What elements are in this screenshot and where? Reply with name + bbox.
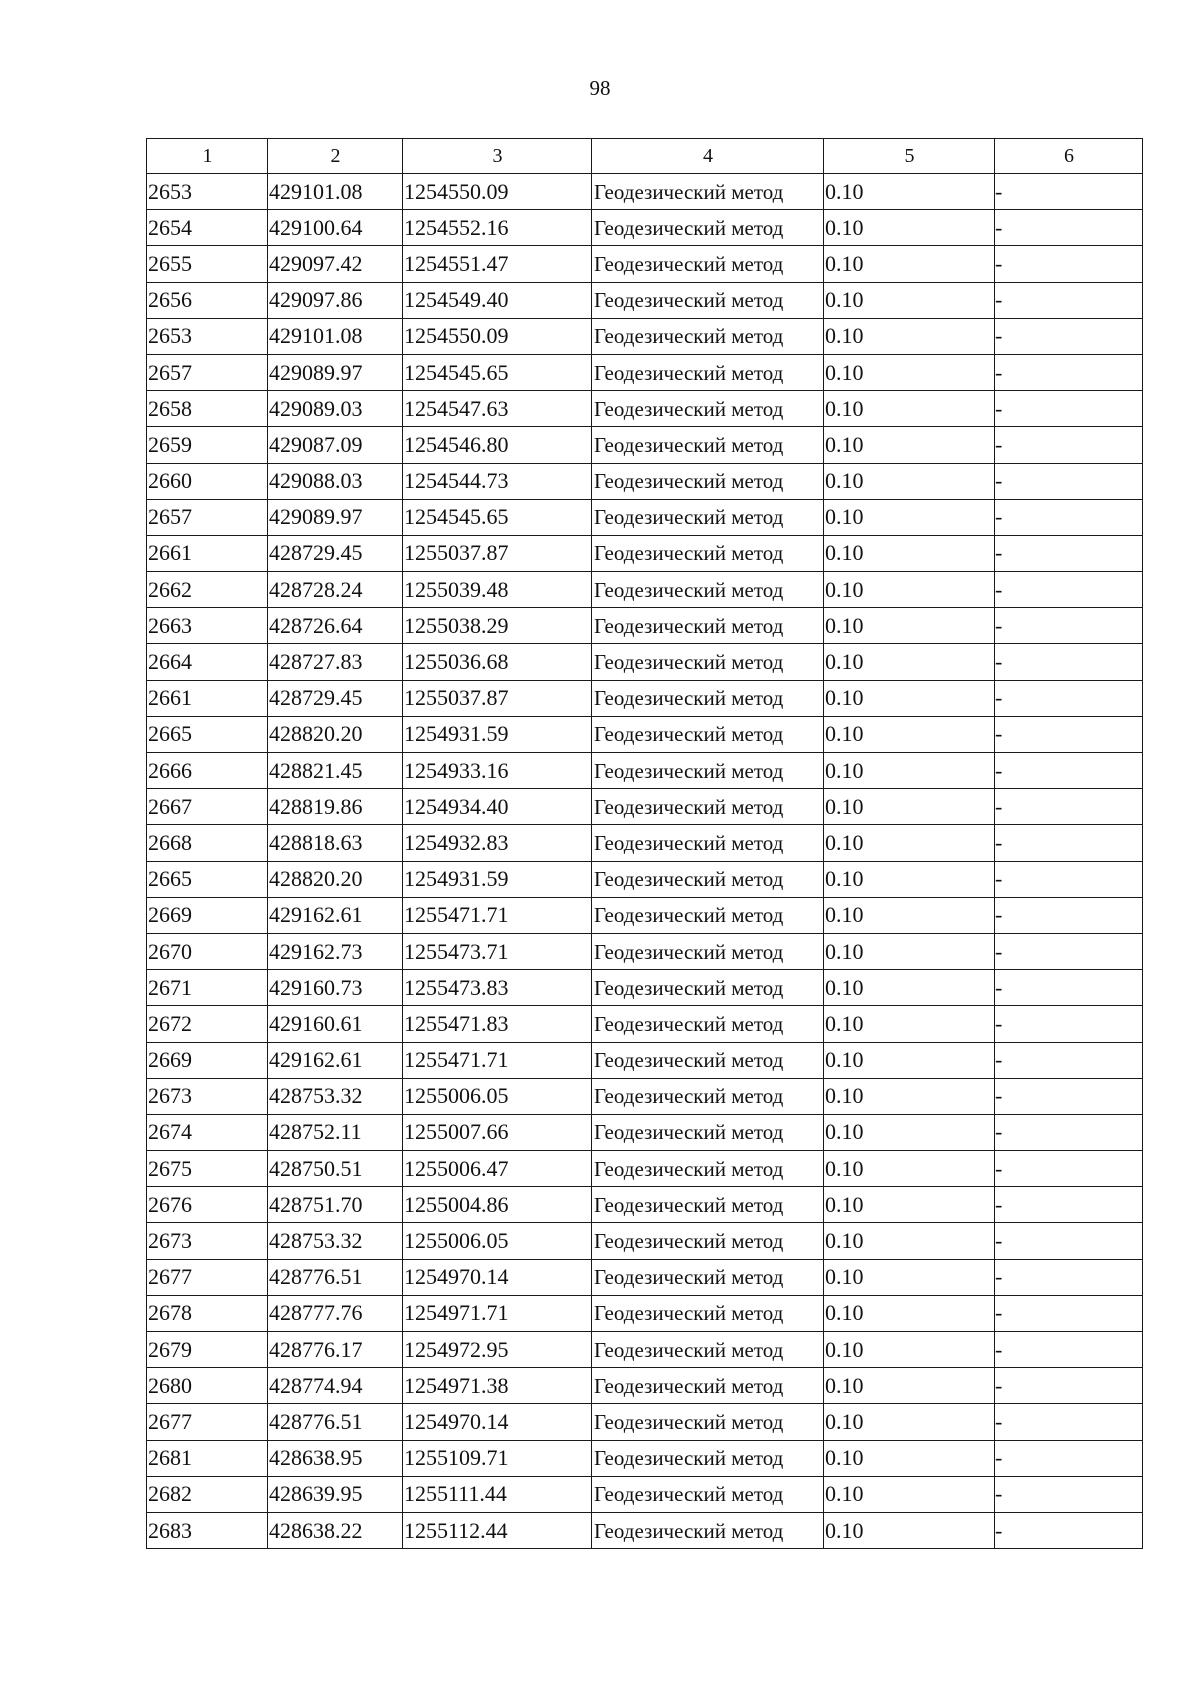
table-row bbox=[147, 933, 1143, 969]
column-header-5: 5 bbox=[824, 139, 995, 174]
accuracy-cell: 0.10 bbox=[824, 354, 995, 390]
point-number-cell: 2655 bbox=[147, 246, 268, 282]
method-cell: Геодезический метод bbox=[592, 897, 824, 933]
header-row bbox=[147, 139, 1143, 174]
x-coordinate-cell: 429162.61 bbox=[268, 897, 403, 933]
y-coordinate-cell: 1254971.71 bbox=[403, 1295, 592, 1331]
method-cell: Геодезический метод bbox=[592, 1512, 824, 1548]
table-body bbox=[147, 174, 1143, 1549]
y-coordinate-cell: 1255039.48 bbox=[403, 572, 592, 608]
accuracy-cell: 0.10 bbox=[824, 535, 995, 571]
note-cell: - bbox=[995, 1151, 1143, 1187]
x-coordinate-cell: 428638.95 bbox=[268, 1440, 403, 1476]
y-coordinate-cell: 1254933.16 bbox=[403, 753, 592, 789]
accuracy-cell: 0.10 bbox=[824, 1368, 995, 1404]
point-number-cell: 2654 bbox=[147, 210, 268, 246]
y-coordinate-cell: 1255038.29 bbox=[403, 608, 592, 644]
y-coordinate-cell: 1255111.44 bbox=[403, 1476, 592, 1512]
accuracy-cell: 0.10 bbox=[824, 210, 995, 246]
y-coordinate-cell: 1255473.71 bbox=[403, 933, 592, 969]
point-number-cell: 2672 bbox=[147, 1006, 268, 1042]
table-row bbox=[147, 499, 1143, 535]
point-number-cell: 2674 bbox=[147, 1114, 268, 1150]
method-cell: Геодезический метод bbox=[592, 354, 824, 390]
accuracy-cell: 0.10 bbox=[824, 174, 995, 210]
point-number-cell: 2664 bbox=[147, 644, 268, 680]
point-number-cell: 2653 bbox=[147, 318, 268, 354]
accuracy-cell: 0.10 bbox=[824, 1223, 995, 1259]
note-cell: - bbox=[995, 535, 1143, 571]
x-coordinate-cell: 428726.64 bbox=[268, 608, 403, 644]
point-number-cell: 2682 bbox=[147, 1476, 268, 1512]
accuracy-cell: 0.10 bbox=[824, 1151, 995, 1187]
accuracy-cell: 0.10 bbox=[824, 1440, 995, 1476]
point-number-cell: 2657 bbox=[147, 499, 268, 535]
table-row bbox=[147, 1332, 1143, 1368]
note-cell: - bbox=[995, 644, 1143, 680]
x-coordinate-cell: 429101.08 bbox=[268, 318, 403, 354]
method-cell: Геодезический метод bbox=[592, 174, 824, 210]
column-header-4: 4 bbox=[592, 139, 824, 174]
y-coordinate-cell: 1255037.87 bbox=[403, 535, 592, 571]
method-cell: Геодезический метод bbox=[592, 1295, 824, 1331]
accuracy-cell: 0.10 bbox=[824, 499, 995, 535]
point-number-cell: 2669 bbox=[147, 1042, 268, 1078]
method-cell: Геодезический метод bbox=[592, 1404, 824, 1440]
table-row bbox=[147, 210, 1143, 246]
x-coordinate-cell: 428821.45 bbox=[268, 753, 403, 789]
x-coordinate-cell: 429087.09 bbox=[268, 427, 403, 463]
x-coordinate-cell: 428820.20 bbox=[268, 716, 403, 752]
table-row bbox=[147, 825, 1143, 861]
point-number-cell: 2665 bbox=[147, 861, 268, 897]
point-number-cell: 2661 bbox=[147, 535, 268, 571]
x-coordinate-cell: 429100.64 bbox=[268, 210, 403, 246]
x-coordinate-cell: 428820.20 bbox=[268, 861, 403, 897]
accuracy-cell: 0.10 bbox=[824, 861, 995, 897]
accuracy-cell: 0.10 bbox=[824, 463, 995, 499]
y-coordinate-cell: 1255036.68 bbox=[403, 644, 592, 680]
y-coordinate-cell: 1254545.65 bbox=[403, 499, 592, 535]
y-coordinate-cell: 1254546.80 bbox=[403, 427, 592, 463]
y-coordinate-cell: 1254544.73 bbox=[403, 463, 592, 499]
y-coordinate-cell: 1255471.83 bbox=[403, 1006, 592, 1042]
note-cell: - bbox=[995, 753, 1143, 789]
method-cell: Геодезический метод bbox=[592, 535, 824, 571]
note-cell: - bbox=[995, 572, 1143, 608]
accuracy-cell: 0.10 bbox=[824, 970, 995, 1006]
note-cell: - bbox=[995, 1476, 1143, 1512]
point-number-cell: 2665 bbox=[147, 716, 268, 752]
accuracy-cell: 0.10 bbox=[824, 716, 995, 752]
note-cell: - bbox=[995, 1404, 1143, 1440]
point-number-cell: 2676 bbox=[147, 1187, 268, 1223]
point-number-cell: 2675 bbox=[147, 1151, 268, 1187]
accuracy-cell: 0.10 bbox=[824, 1078, 995, 1114]
note-cell: - bbox=[995, 1114, 1143, 1150]
method-cell: Геодезический метод bbox=[592, 210, 824, 246]
y-coordinate-cell: 1255007.66 bbox=[403, 1114, 592, 1150]
table-row bbox=[147, 174, 1143, 210]
y-coordinate-cell: 1254932.83 bbox=[403, 825, 592, 861]
x-coordinate-cell: 428818.63 bbox=[268, 825, 403, 861]
x-coordinate-cell: 429089.97 bbox=[268, 499, 403, 535]
method-cell: Геодезический метод bbox=[592, 1368, 824, 1404]
table-row bbox=[147, 1512, 1143, 1548]
table-row bbox=[147, 1476, 1143, 1512]
accuracy-cell: 0.10 bbox=[824, 1295, 995, 1331]
table-row bbox=[147, 1078, 1143, 1114]
method-cell: Геодезический метод bbox=[592, 282, 824, 318]
column-header-3: 3 bbox=[403, 139, 592, 174]
accuracy-cell: 0.10 bbox=[824, 1114, 995, 1150]
point-number-cell: 2670 bbox=[147, 933, 268, 969]
y-coordinate-cell: 1255471.71 bbox=[403, 897, 592, 933]
accuracy-cell: 0.10 bbox=[824, 1476, 995, 1512]
column-header-6: 6 bbox=[995, 139, 1143, 174]
table-row bbox=[147, 1295, 1143, 1331]
point-number-cell: 2669 bbox=[147, 897, 268, 933]
table-row bbox=[147, 391, 1143, 427]
y-coordinate-cell: 1255004.86 bbox=[403, 1187, 592, 1223]
accuracy-cell: 0.10 bbox=[824, 1512, 995, 1548]
point-number-cell: 2657 bbox=[147, 354, 268, 390]
method-cell: Геодезический метод bbox=[592, 1440, 824, 1476]
table-row bbox=[147, 1114, 1143, 1150]
point-number-cell: 2677 bbox=[147, 1259, 268, 1295]
x-coordinate-cell: 428638.22 bbox=[268, 1512, 403, 1548]
note-cell: - bbox=[995, 1295, 1143, 1331]
accuracy-cell: 0.10 bbox=[824, 1404, 995, 1440]
method-cell: Геодезический метод bbox=[592, 1151, 824, 1187]
accuracy-cell: 0.10 bbox=[824, 789, 995, 825]
method-cell: Геодезический метод bbox=[592, 1078, 824, 1114]
point-number-cell: 2667 bbox=[147, 789, 268, 825]
note-cell: - bbox=[995, 1223, 1143, 1259]
method-cell: Геодезический метод bbox=[592, 970, 824, 1006]
note-cell: - bbox=[995, 1332, 1143, 1368]
table-row bbox=[147, 644, 1143, 680]
table-row bbox=[147, 1368, 1143, 1404]
y-coordinate-cell: 1255471.71 bbox=[403, 1042, 592, 1078]
accuracy-cell: 0.10 bbox=[824, 1187, 995, 1223]
x-coordinate-cell: 428777.76 bbox=[268, 1295, 403, 1331]
method-cell: Геодезический метод bbox=[592, 861, 824, 897]
method-cell: Геодезический метод bbox=[592, 427, 824, 463]
y-coordinate-cell: 1254934.40 bbox=[403, 789, 592, 825]
x-coordinate-cell: 428729.45 bbox=[268, 680, 403, 716]
accuracy-cell: 0.10 bbox=[824, 391, 995, 427]
x-coordinate-cell: 429101.08 bbox=[268, 174, 403, 210]
x-coordinate-cell: 429089.97 bbox=[268, 354, 403, 390]
x-coordinate-cell: 428728.24 bbox=[268, 572, 403, 608]
note-cell: - bbox=[995, 318, 1143, 354]
table-row bbox=[147, 1187, 1143, 1223]
note-cell: - bbox=[995, 1368, 1143, 1404]
x-coordinate-cell: 428639.95 bbox=[268, 1476, 403, 1512]
accuracy-cell: 0.10 bbox=[824, 572, 995, 608]
point-number-cell: 2681 bbox=[147, 1440, 268, 1476]
table-row bbox=[147, 1440, 1143, 1476]
method-cell: Геодезический метод bbox=[592, 1259, 824, 1295]
note-cell: - bbox=[995, 354, 1143, 390]
table-row bbox=[147, 318, 1143, 354]
x-coordinate-cell: 428751.70 bbox=[268, 1187, 403, 1223]
x-coordinate-cell: 428774.94 bbox=[268, 1368, 403, 1404]
table-row bbox=[147, 427, 1143, 463]
method-cell: Геодезический метод bbox=[592, 716, 824, 752]
table-row bbox=[147, 463, 1143, 499]
y-coordinate-cell: 1255006.47 bbox=[403, 1151, 592, 1187]
x-coordinate-cell: 428776.17 bbox=[268, 1332, 403, 1368]
table-row bbox=[147, 1259, 1143, 1295]
point-number-cell: 2656 bbox=[147, 282, 268, 318]
method-cell: Геодезический метод bbox=[592, 789, 824, 825]
method-cell: Геодезический метод bbox=[592, 1006, 824, 1042]
x-coordinate-cell: 429160.73 bbox=[268, 970, 403, 1006]
accuracy-cell: 0.10 bbox=[824, 680, 995, 716]
note-cell: - bbox=[995, 1187, 1143, 1223]
point-number-cell: 2680 bbox=[147, 1368, 268, 1404]
y-coordinate-cell: 1254970.14 bbox=[403, 1404, 592, 1440]
note-cell: - bbox=[995, 861, 1143, 897]
y-coordinate-cell: 1254550.09 bbox=[403, 318, 592, 354]
accuracy-cell: 0.10 bbox=[824, 644, 995, 680]
point-number-cell: 2677 bbox=[147, 1404, 268, 1440]
note-cell: - bbox=[995, 1259, 1143, 1295]
point-number-cell: 2658 bbox=[147, 391, 268, 427]
point-number-cell: 2679 bbox=[147, 1332, 268, 1368]
table-row bbox=[147, 282, 1143, 318]
x-coordinate-cell: 428729.45 bbox=[268, 535, 403, 571]
accuracy-cell: 0.10 bbox=[824, 825, 995, 861]
accuracy-cell: 0.10 bbox=[824, 246, 995, 282]
table-row bbox=[147, 354, 1143, 390]
note-cell: - bbox=[995, 680, 1143, 716]
table-row bbox=[147, 861, 1143, 897]
y-coordinate-cell: 1255006.05 bbox=[403, 1078, 592, 1114]
note-cell: - bbox=[995, 246, 1143, 282]
accuracy-cell: 0.10 bbox=[824, 608, 995, 644]
method-cell: Геодезический метод bbox=[592, 1223, 824, 1259]
x-coordinate-cell: 428750.51 bbox=[268, 1151, 403, 1187]
note-cell: - bbox=[995, 282, 1143, 318]
table-row bbox=[147, 716, 1143, 752]
table-row bbox=[147, 608, 1143, 644]
y-coordinate-cell: 1254931.59 bbox=[403, 861, 592, 897]
coordinates-table bbox=[146, 138, 1143, 1549]
x-coordinate-cell: 428753.32 bbox=[268, 1223, 403, 1259]
x-coordinate-cell: 428776.51 bbox=[268, 1259, 403, 1295]
note-cell: - bbox=[995, 716, 1143, 752]
y-coordinate-cell: 1255109.71 bbox=[403, 1440, 592, 1476]
method-cell: Геодезический метод bbox=[592, 499, 824, 535]
note-cell: - bbox=[995, 608, 1143, 644]
x-coordinate-cell: 429089.03 bbox=[268, 391, 403, 427]
accuracy-cell: 0.10 bbox=[824, 897, 995, 933]
point-number-cell: 2660 bbox=[147, 463, 268, 499]
x-coordinate-cell: 429097.42 bbox=[268, 246, 403, 282]
point-number-cell: 2653 bbox=[147, 174, 268, 210]
y-coordinate-cell: 1254972.95 bbox=[403, 1332, 592, 1368]
note-cell: - bbox=[995, 427, 1143, 463]
point-number-cell: 2673 bbox=[147, 1223, 268, 1259]
point-number-cell: 2678 bbox=[147, 1295, 268, 1331]
method-cell: Геодезический метод bbox=[592, 246, 824, 282]
x-coordinate-cell: 428752.11 bbox=[268, 1114, 403, 1150]
table-row bbox=[147, 1151, 1143, 1187]
accuracy-cell: 0.10 bbox=[824, 1259, 995, 1295]
point-number-cell: 2662 bbox=[147, 572, 268, 608]
method-cell: Геодезический метод bbox=[592, 680, 824, 716]
note-cell: - bbox=[995, 1440, 1143, 1476]
point-number-cell: 2673 bbox=[147, 1078, 268, 1114]
note-cell: - bbox=[995, 1078, 1143, 1114]
method-cell: Геодезический метод bbox=[592, 1332, 824, 1368]
note-cell: - bbox=[995, 499, 1143, 535]
y-coordinate-cell: 1254970.14 bbox=[403, 1259, 592, 1295]
point-number-cell: 2663 bbox=[147, 608, 268, 644]
point-number-cell: 2666 bbox=[147, 753, 268, 789]
y-coordinate-cell: 1255037.87 bbox=[403, 680, 592, 716]
accuracy-cell: 0.10 bbox=[824, 1042, 995, 1078]
table-row bbox=[147, 572, 1143, 608]
table-row bbox=[147, 897, 1143, 933]
y-coordinate-cell: 1254547.63 bbox=[403, 391, 592, 427]
method-cell: Геодезический метод bbox=[592, 644, 824, 680]
point-number-cell: 2671 bbox=[147, 970, 268, 1006]
method-cell: Геодезический метод bbox=[592, 1114, 824, 1150]
point-number-cell: 2659 bbox=[147, 427, 268, 463]
note-cell: - bbox=[995, 789, 1143, 825]
note-cell: - bbox=[995, 1042, 1143, 1078]
x-coordinate-cell: 428727.83 bbox=[268, 644, 403, 680]
y-coordinate-cell: 1255006.05 bbox=[403, 1223, 592, 1259]
note-cell: - bbox=[995, 825, 1143, 861]
note-cell: - bbox=[995, 1512, 1143, 1548]
x-coordinate-cell: 429088.03 bbox=[268, 463, 403, 499]
accuracy-cell: 0.10 bbox=[824, 753, 995, 789]
accuracy-cell: 0.10 bbox=[824, 282, 995, 318]
method-cell: Геодезический метод bbox=[592, 1476, 824, 1512]
accuracy-cell: 0.10 bbox=[824, 933, 995, 969]
method-cell: Геодезический метод bbox=[592, 1187, 824, 1223]
y-coordinate-cell: 1255473.83 bbox=[403, 970, 592, 1006]
accuracy-cell: 0.10 bbox=[824, 1332, 995, 1368]
table-row bbox=[147, 970, 1143, 1006]
table-row bbox=[147, 535, 1143, 571]
y-coordinate-cell: 1254551.47 bbox=[403, 246, 592, 282]
x-coordinate-cell: 428776.51 bbox=[268, 1404, 403, 1440]
method-cell: Геодезический метод bbox=[592, 318, 824, 354]
y-coordinate-cell: 1254931.59 bbox=[403, 716, 592, 752]
y-coordinate-cell: 1254971.38 bbox=[403, 1368, 592, 1404]
y-coordinate-cell: 1254550.09 bbox=[403, 174, 592, 210]
column-header-2: 2 bbox=[268, 139, 403, 174]
method-cell: Геодезический метод bbox=[592, 391, 824, 427]
note-cell: - bbox=[995, 174, 1143, 210]
table-row bbox=[147, 753, 1143, 789]
method-cell: Геодезический метод bbox=[592, 463, 824, 499]
point-number-cell: 2668 bbox=[147, 825, 268, 861]
point-number-cell: 2683 bbox=[147, 1512, 268, 1548]
x-coordinate-cell: 429162.73 bbox=[268, 933, 403, 969]
table-row bbox=[147, 789, 1143, 825]
y-coordinate-cell: 1254552.16 bbox=[403, 210, 592, 246]
method-cell: Геодезический метод bbox=[592, 933, 824, 969]
y-coordinate-cell: 1254545.65 bbox=[403, 354, 592, 390]
x-coordinate-cell: 429097.86 bbox=[268, 282, 403, 318]
table-row bbox=[147, 680, 1143, 716]
method-cell: Геодезический метод bbox=[592, 608, 824, 644]
x-coordinate-cell: 428753.32 bbox=[268, 1078, 403, 1114]
x-coordinate-cell: 429160.61 bbox=[268, 1006, 403, 1042]
table-row bbox=[147, 1223, 1143, 1259]
column-header-1: 1 bbox=[147, 139, 268, 174]
method-cell: Геодезический метод bbox=[592, 753, 824, 789]
method-cell: Геодезический метод bbox=[592, 825, 824, 861]
page-number: 98 bbox=[589, 76, 611, 100]
point-number-cell: 2661 bbox=[147, 680, 268, 716]
note-cell: - bbox=[995, 897, 1143, 933]
note-cell: - bbox=[995, 933, 1143, 969]
table-row bbox=[147, 1006, 1143, 1042]
table-header bbox=[147, 139, 1143, 174]
table-row bbox=[147, 246, 1143, 282]
accuracy-cell: 0.10 bbox=[824, 427, 995, 463]
note-cell: - bbox=[995, 970, 1143, 1006]
table-row bbox=[147, 1042, 1143, 1078]
x-coordinate-cell: 428819.86 bbox=[268, 789, 403, 825]
accuracy-cell: 0.10 bbox=[824, 318, 995, 354]
note-cell: - bbox=[995, 1006, 1143, 1042]
method-cell: Геодезический метод bbox=[592, 1042, 824, 1078]
y-coordinate-cell: 1254549.40 bbox=[403, 282, 592, 318]
note-cell: - bbox=[995, 463, 1143, 499]
method-cell: Геодезический метод bbox=[592, 572, 824, 608]
note-cell: - bbox=[995, 210, 1143, 246]
y-coordinate-cell: 1255112.44 bbox=[403, 1512, 592, 1548]
note-cell: - bbox=[995, 391, 1143, 427]
accuracy-cell: 0.10 bbox=[824, 1006, 995, 1042]
x-coordinate-cell: 429162.61 bbox=[268, 1042, 403, 1078]
table-row bbox=[147, 1404, 1143, 1440]
